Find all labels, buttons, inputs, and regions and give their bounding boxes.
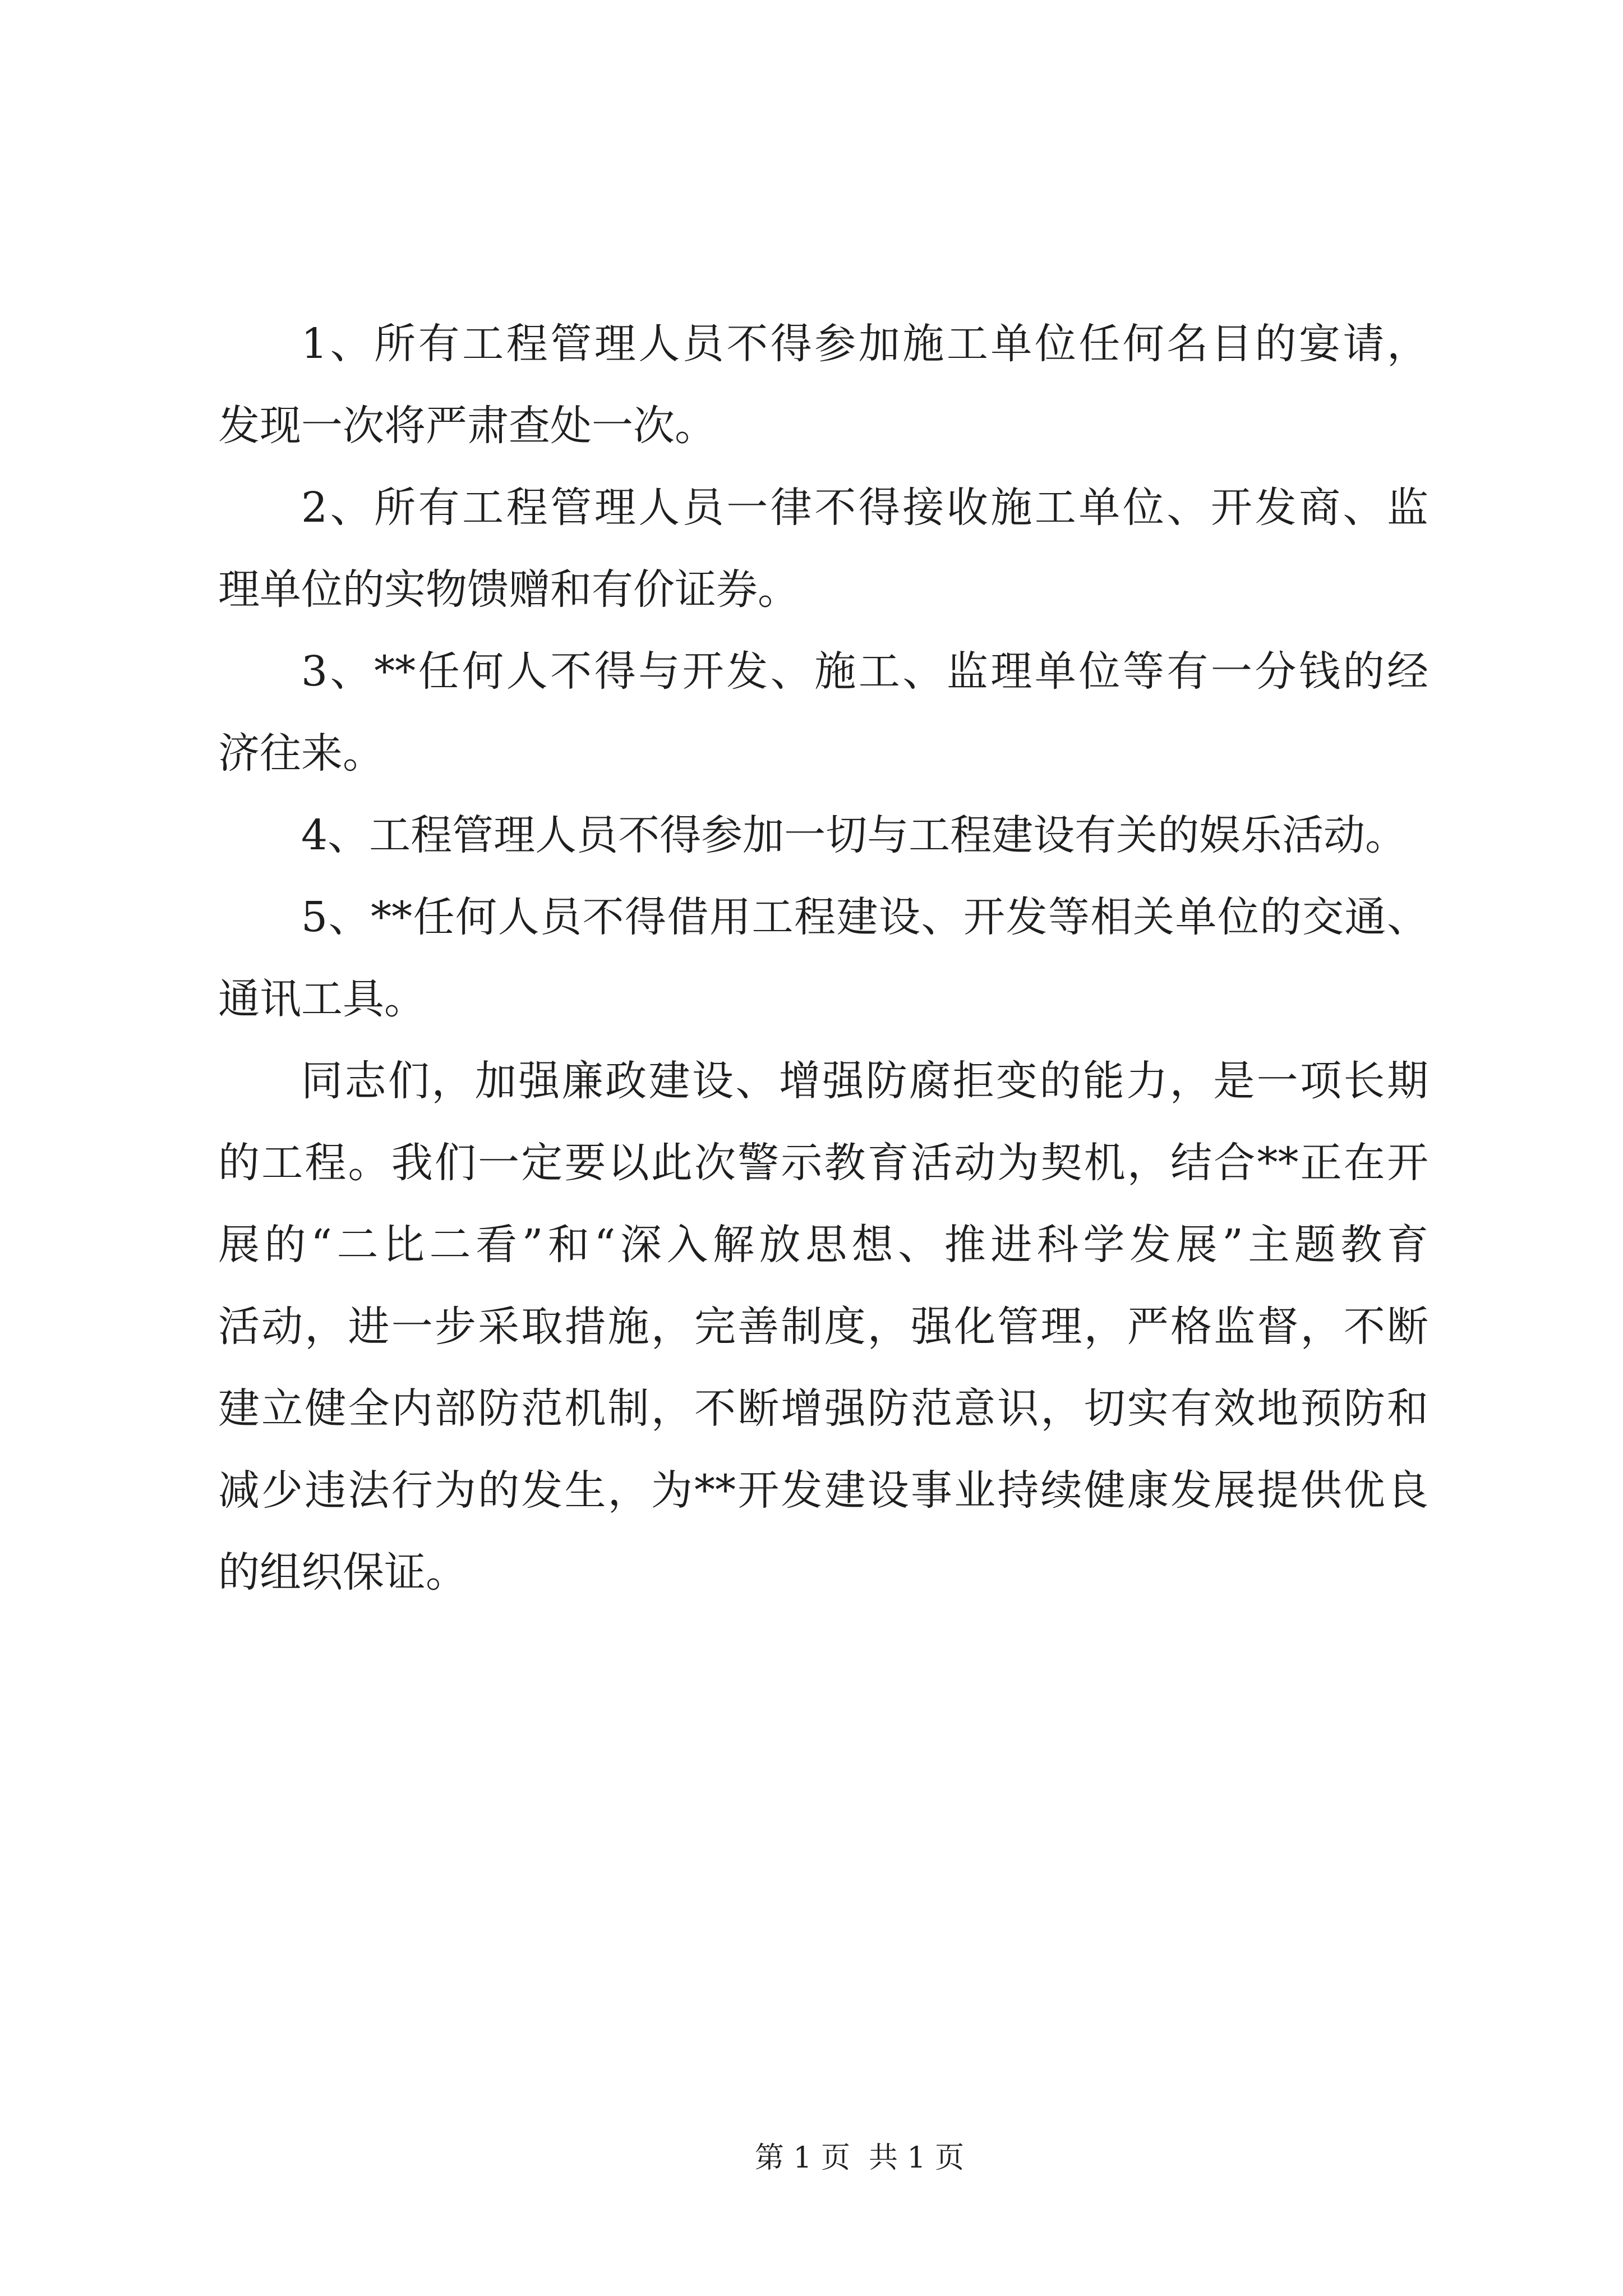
rule-item-4 <box>218 794 1428 876</box>
paragraph-line: 减少违法行为的发生，为**开发建设事业持续健康发展提供优良 <box>218 1466 1428 1515</box>
paragraph-line: 1、所有工程管理人员不得参加施工单位任何名目的宴请， <box>301 320 1428 368</box>
paragraph-line: 3、**任何人不得与开发、施工、监理单位等有一分钱的经 <box>301 647 1428 696</box>
rule-item-1 <box>218 303 1428 467</box>
paragraph-line: 2、所有工程管理人员一律不得接收施工单位、开发商、监 <box>301 484 1428 532</box>
paragraph-line: 的组织保证。 <box>218 1548 467 1596</box>
paragraph-line: 活动，进一步采取措施，完善制度，强化管理，严格监督，不断 <box>218 1303 1428 1351</box>
document-body <box>218 303 1428 1613</box>
closing-paragraph <box>218 1040 1428 1613</box>
paragraph-line: 展的“二比二看”和“深入解放思想、推进科学发展”主题教育 <box>218 1221 1428 1269</box>
paragraph-line: 5、**任何人员不得借用工程建设、开发等相关单位的交通、 <box>301 893 1428 941</box>
rule-item-3 <box>218 631 1428 794</box>
paragraph-line: 同志们，加强廉政建设、增强防腐拒变的能力，是一项长期 <box>301 1057 1428 1105</box>
paragraph-line: 通讯工具。 <box>218 975 426 1023</box>
page-number-footer: 第 1 页 共 1 页 <box>754 2141 965 2175</box>
paragraph-line: 4、工程管理人员不得参加一切与工程建设有关的娱乐活动。 <box>301 811 1407 859</box>
rule-item-5 <box>218 876 1428 1040</box>
paragraph-line: 建立健全内部防范机制，不断增强防范意识，切实有效地预防和 <box>218 1384 1428 1433</box>
paragraph-line: 理单位的实物馈赠和有价证券。 <box>218 565 799 614</box>
paragraph-line: 的工程。我们一定要以此次警示教育活动为契机，结合**正在开 <box>218 1139 1428 1187</box>
paragraph-line: 发现一次将严肃查处一次。 <box>218 402 716 450</box>
rule-item-2 <box>218 467 1428 631</box>
paragraph-line: 济往来。 <box>218 729 384 777</box>
